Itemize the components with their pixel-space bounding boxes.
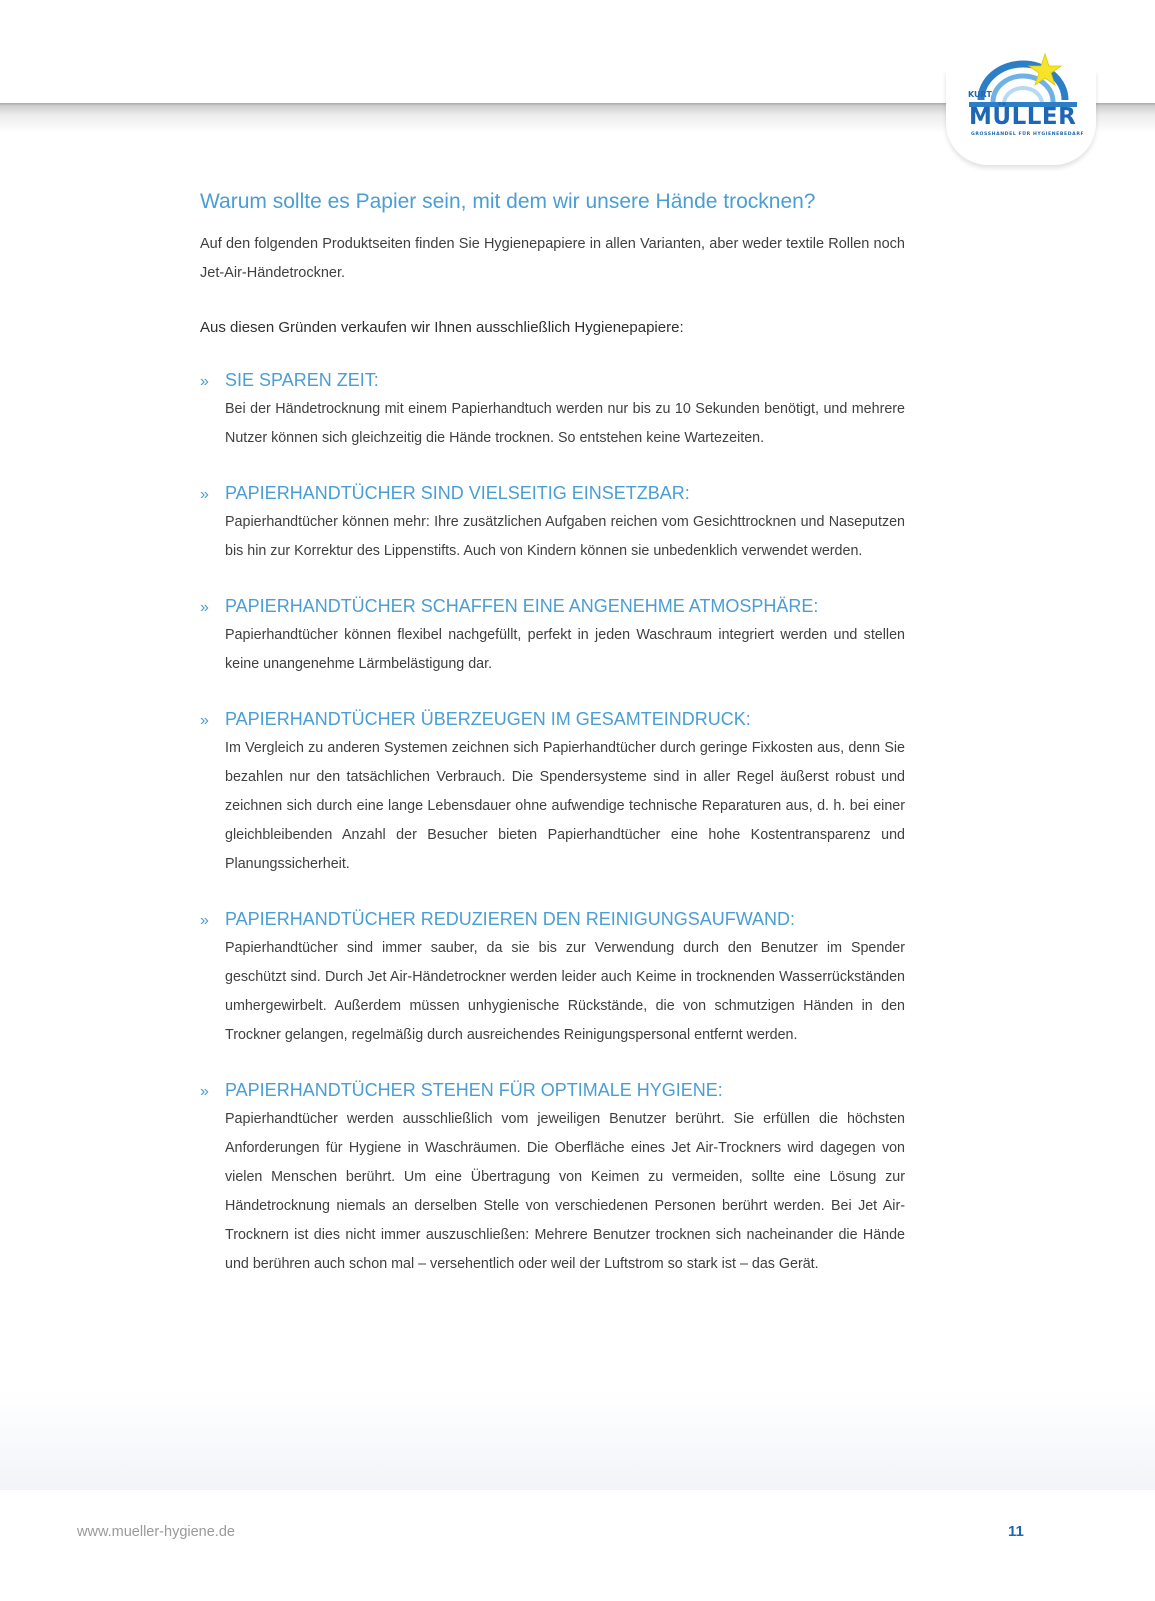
chevron-right-icon: » bbox=[200, 1083, 209, 1101]
section-heading bbox=[200, 480, 905, 508]
section-heading bbox=[200, 593, 905, 621]
section-text: Papierhandtücher sind immer sauber, da sie bis zur Verwendung durch den Benutzer im Spender geschützt sind. Durch Jet Air-Händetrockner werden leider auch Keime in trocknenden Wasserrückständen umhergewirbelt. Außerdem müssen unhygienische Rückstände, die von schmutzigen Händen in den Trockner gelangen, regelmäßig durch ausreichendes Reinigungspersonal entfernt werden. bbox=[225, 940, 905, 1044]
section-text: Papierhandtücher können flexibel nachgefüllt, perfekt in jeden Waschraum integriert werden und stellen keine unangenehme Lärmbelästigung dar. bbox=[225, 627, 905, 673]
chevron-right-icon: » bbox=[200, 712, 209, 730]
section-heading bbox=[200, 906, 905, 934]
section-reinigungsaufwand bbox=[200, 906, 905, 1050]
page-title: Warum sollte es Papier sein, mit dem wir unsere Hände trocknen? bbox=[200, 190, 816, 213]
section-heading bbox=[200, 1077, 905, 1105]
logo-name: MÜLLER bbox=[969, 104, 1077, 130]
section-heading bbox=[200, 367, 905, 395]
section-vielseitig bbox=[200, 480, 905, 566]
chevron-right-icon: » bbox=[200, 599, 209, 617]
section-title: PAPIERHANDTÜCHER SIND VIELSEITIG EINSETZBAR: bbox=[225, 483, 690, 504]
chevron-right-icon: » bbox=[200, 486, 209, 504]
section-title: SIE SPAREN ZEIT: bbox=[225, 370, 379, 391]
section-zeit bbox=[200, 367, 905, 453]
main-content bbox=[200, 188, 905, 1306]
section-title: PAPIERHANDTÜCHER ÜBERZEUGEN IM GESAMTEINDRUCK: bbox=[225, 709, 751, 730]
section-text: Im Vergleich zu anderen Systemen zeichnen sich Papierhandtücher durch geringe Fixkosten aus, denn Sie bezahlen nur den tatsächlichen Verbrauch. Die Spendersysteme sind in aller Regel äußerst robust und zeichnen sich durch eine lange Lebensdauer ohne aufwendige technische Reparaturen aus, d. h. bei einer gleichbleibenden Anzahl der Besucher bieten Papierhandtücher eine hohe Kostentransparenz und Planungssicherheit. bbox=[225, 740, 905, 873]
logo-kurt-text: KURT bbox=[968, 90, 992, 99]
section-hygiene bbox=[200, 1077, 905, 1279]
chevron-right-icon: » bbox=[200, 373, 209, 391]
section-text: Papierhandtücher werden ausschließlich vom jeweiligen Benutzer berührt. Sie erfüllen die höchsten Anforderungen für Hygiene in Waschräumen. Die Oberfläche eines Jet Air-Trockners wird dagegen von vielen Menschen berührt. Um eine Übertragung von Keimen zu vermeiden, sollte eine Lösung zur Händetrocknung niemals an derselben Stelle von verschiedenen Personen berührt werden. Bei Jet Air-Trocknern ist dies nicht immer auszuschließen: Mehrere Benutzer trocknen sich nacheinander die Hände und berühren auch schon mal – versehentlich oder weil der Luftstrom so stark ist – das Gerät. bbox=[225, 1111, 905, 1273]
footer-website-url: www.mueller-hygiene.de bbox=[77, 1524, 235, 1540]
section-title: PAPIERHANDTÜCHER SCHAFFEN EINE ANGENEHME ATMOSPHÄRE: bbox=[225, 596, 819, 617]
chevron-right-icon: » bbox=[200, 912, 209, 930]
footer-gradient-band bbox=[0, 1390, 1155, 1490]
section-atmosphaere bbox=[200, 593, 905, 679]
section-heading bbox=[200, 706, 905, 734]
lead-sentence: Aus diesen Gründen verkaufen wir Ihnen ausschließlich Hygienepapiere: bbox=[200, 319, 684, 337]
section-text: Papierhandtücher können mehr: Ihre zusätzlichen Aufgaben reichen vom Gesichttrocknen und Naseputzen bis hin zur Korrektur des Lippenstifts. Auch von Kindern können sie unbedenklich verwendet werden. bbox=[225, 514, 905, 560]
page-number: 11 bbox=[1008, 1523, 1024, 1540]
section-title: PAPIERHANDTÜCHER STEHEN FÜR OPTIMALE HYGIENE: bbox=[225, 1080, 723, 1101]
section-title: PAPIERHANDTÜCHER REDUZIEREN DEN REINIGUNGSAUFWAND: bbox=[225, 909, 796, 930]
section-text: Bei der Händetrocknung mit einem Papierhandtuch werden nur bis zu 10 Sekunden benötigt, und mehrere Nutzer können sich gleichzeitig die Hände trocknen. So entstehen keine Wartezeiten. bbox=[225, 401, 905, 447]
logo-tagline: GROSSHANDEL FÜR HYGIENEBEDARF bbox=[971, 132, 1085, 137]
section-gesamteindruck bbox=[200, 706, 905, 879]
intro-paragraph: Auf den folgenden Produktseiten finden Sie Hygienepapiere in allen Varianten, aber weder textile Rollen noch Jet-Air-Händetrockner. bbox=[200, 236, 905, 282]
